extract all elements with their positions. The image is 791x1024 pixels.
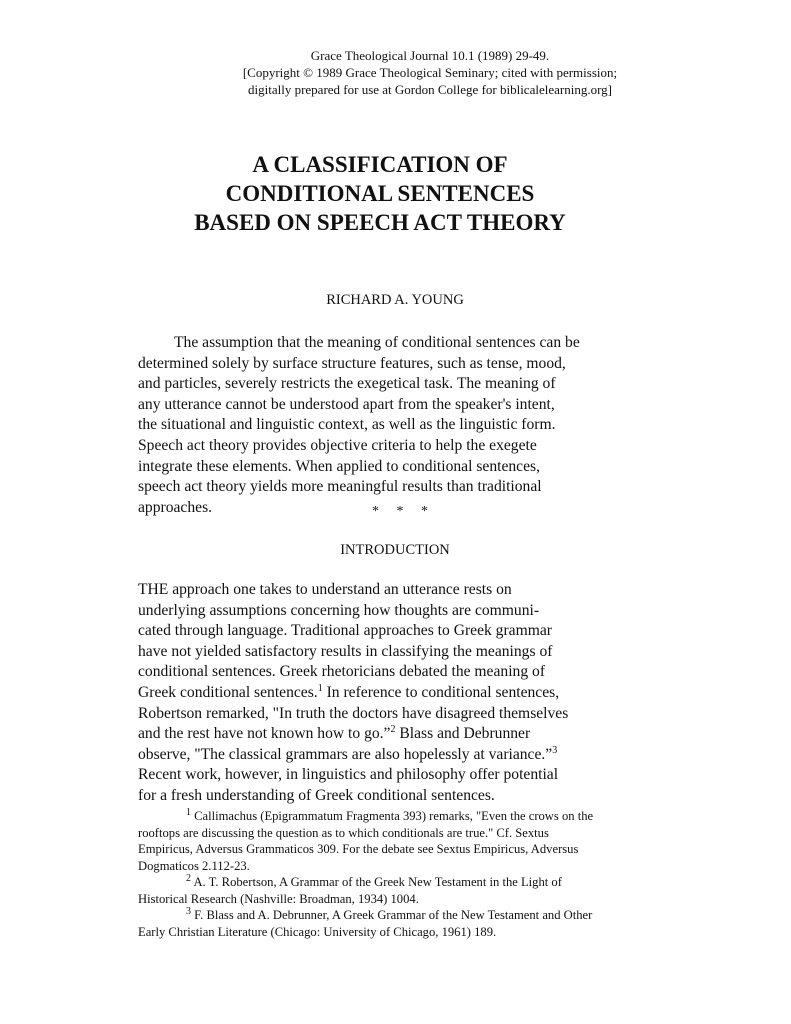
body-line: conditional sentences. Greek rhetoricians debated the meaning of <box>138 663 546 681</box>
footnote-line: rooftops are discussing the question as to which conditionals are true." Cf. Sextus <box>138 825 549 840</box>
body-line: cated through language. Traditional approaches to Greek grammar <box>138 622 552 640</box>
body-line <box>138 745 628 766</box>
footnote-line <box>138 907 658 924</box>
footnote-number: 2 <box>186 872 191 884</box>
body-line: have not yielded satisfactory results in classifying the meanings of <box>138 642 553 660</box>
footnotes <box>138 808 658 940</box>
body-line <box>138 683 628 704</box>
author-name: RICHARD A. YOUNG <box>326 292 464 308</box>
abstract <box>138 333 608 518</box>
body-paragraph <box>138 580 628 807</box>
citation-line: Grace Theological Journal 10.1 (1989) 29-49. <box>310 48 550 63</box>
digitization-line: digitally prepared for use at Gordon College for biblicalelearning.org] <box>248 82 612 97</box>
body-text: observe, "The classical grammars are also hopelessly at variance.” <box>138 745 553 763</box>
body-text: and the rest have not known how to go.” <box>138 725 391 743</box>
footnote-line: Early Christian Literature (Chicago: University of Chicago, 1961) 189. <box>138 924 497 939</box>
body-line: Robertson remarked, "In truth the doctors have disagreed themselves <box>138 704 569 722</box>
footnote-ref: 2 <box>390 723 396 735</box>
footnote-line <box>138 808 658 825</box>
body-text: In reference to conditional sentences, <box>322 683 560 701</box>
abstract-line: the situational and linguistic context, as well as the linguistic form. <box>138 416 556 434</box>
abstract-line: integrate these elements. When applied to conditional sentences, <box>138 457 540 475</box>
abstract-line: The assumption that the meaning of conditional sentences can be <box>174 334 580 351</box>
abstract-line: determined solely by surface structure features, such as tense, mood, <box>138 354 566 372</box>
footnote-text: A. T. Robertson, A Grammar of the Greek New Testament in the Light of <box>191 875 562 889</box>
footnote-text: F. Blass and A. Debrunner, A Greek Grammar of the New Testament and Other <box>191 908 593 922</box>
section-separator: * * * <box>372 504 428 519</box>
body-line <box>138 724 628 745</box>
footnote-text: Callimachus (Epigrammatum Fragmenta 393) remarks, "Even the crows on the <box>191 809 594 823</box>
footnote-ref: 3 <box>552 744 558 756</box>
footnote-line <box>138 874 658 891</box>
body-text: Greek conditional sentences. <box>138 683 318 701</box>
body-text: Blass and Debrunner <box>395 725 531 743</box>
abstract-line: approaches. <box>138 498 213 516</box>
footnote-line: Dogmaticos 2.112-23. <box>138 858 250 873</box>
section-heading: INTRODUCTION <box>340 542 450 558</box>
abstract-line: Speech act theory provides objective criteria to help the exegete <box>138 436 537 454</box>
abstract-line: speech act theory yields more meaningful results than traditional <box>138 478 542 496</box>
footnote-number: 1 <box>186 806 191 818</box>
body-line: for a fresh understanding of Greek conditional sentences. <box>138 786 495 804</box>
footnote-line: Empiricus, Adversus Grammaticos 309. For the debate see Sextus Empiricus, Adversus <box>138 842 579 856</box>
copyright-line: [Copyright © 1989 Grace Theological Seminary; cited with permission; <box>242 65 618 80</box>
footnote-number: 3 <box>186 905 191 917</box>
body-line: Recent work, however, in linguistics and philosophy offer potential <box>138 766 559 784</box>
body-line: underlying assumptions concerning how thoughts are communi- <box>138 601 540 619</box>
abstract-line: and particles, severely restricts the exegetical task. The meaning of <box>138 375 556 393</box>
title-line: CONDITIONAL SENTENCES <box>225 181 535 206</box>
title-line: BASED ON SPEECH ACT THEORY <box>194 210 566 235</box>
journal-header <box>210 47 650 98</box>
body-line: THE approach one takes to understand an utterance rests on <box>138 581 512 598</box>
abstract-line: any utterance cannot be understood apart from the speaker's intent, <box>138 395 555 413</box>
article-title <box>150 150 610 237</box>
footnote-line: Historical Research (Nashville: Broadman, 1934) 1004. <box>138 891 419 906</box>
footnote-ref: 1 <box>317 682 323 694</box>
title-line: A CLASSIFICATION OF <box>252 152 508 177</box>
